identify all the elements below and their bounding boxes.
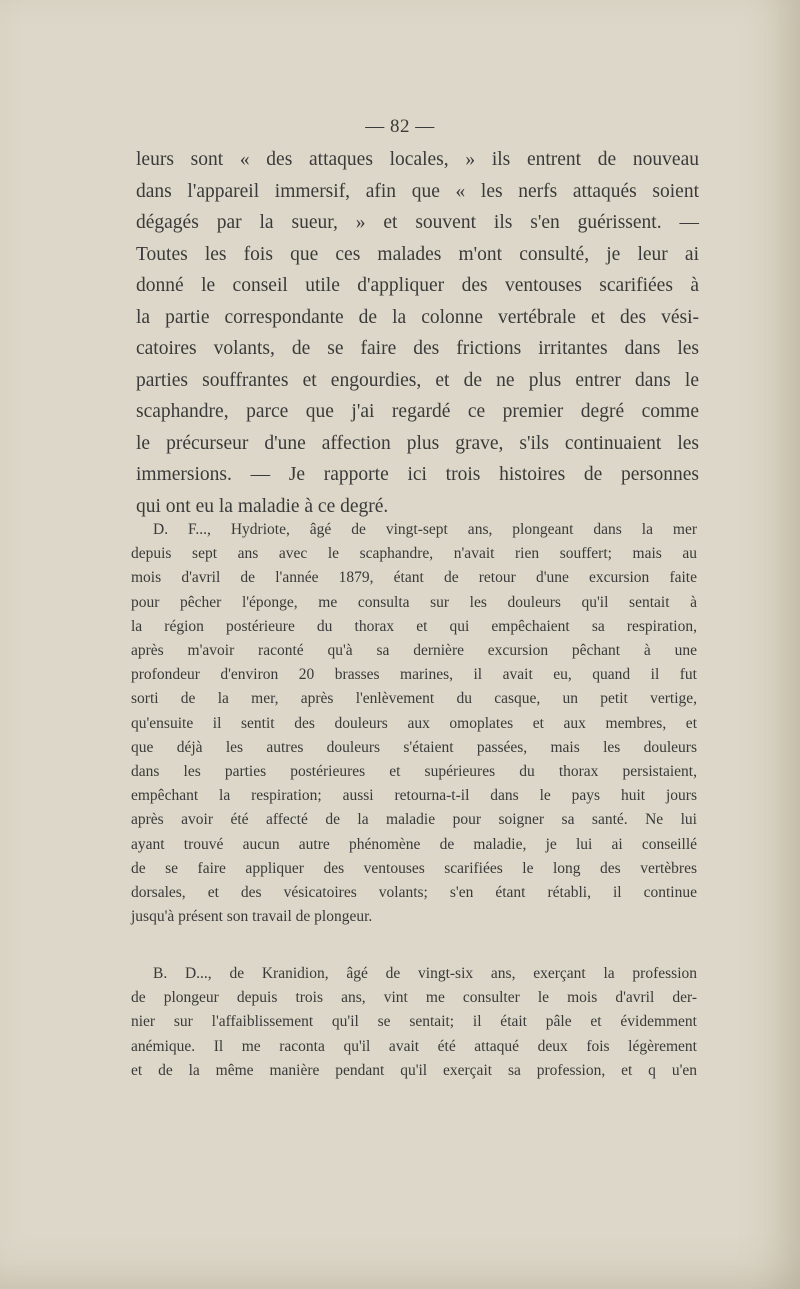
case-line: de se faire appliquer des ventouses scarifiées le long des vertèbres	[131, 859, 697, 877]
text-line: donné le conseil utile d'appliquer des ventouses scarifiées à	[136, 275, 699, 296]
case-line: sorti de la mer, après l'enlèvement du casque, un petit vertige,	[131, 690, 697, 708]
case-line: dorsales, et des vésicatoires volants; s'en étant rétabli, il continue	[131, 884, 697, 902]
case-line: mois d'avril de l'année 1879, étant de retour d'une excursion faite	[131, 569, 697, 587]
case-line: qu'ensuite il sentit des douleurs aux omoplates et aux membres, et	[131, 714, 697, 732]
case-line: dans les parties postérieures et supérieures du thorax persistaient,	[131, 763, 697, 781]
text-line: catoires volants, de se faire des frictions irritantes dans les	[136, 338, 699, 359]
text-line: dans l'appareil immersif, afin que « les nerfs attaqués soient	[136, 180, 699, 202]
case-line: depuis sept ans avec le scaphandre, n'avait rien souffert; mais au	[131, 545, 697, 563]
text-line: dégagés par la sueur, » et souvent ils s'en guérissent. —	[136, 212, 699, 233]
case-line: anémique. Il me raconta qu'il avait été attaqué deux fois légèrement	[131, 1037, 697, 1055]
case-line: après avoir été affecté de la maladie pour soigner sa santé. Ne lui	[131, 811, 697, 829]
case-line: que déjà les autres douleurs s'étaient passées, mais les douleurs	[131, 738, 697, 756]
text-line: immersions. — Je rapporte ici trois histoires de personnes	[136, 464, 699, 485]
text-line: leurs sont « des attaques locales, » ils entrent de nouveau	[136, 149, 699, 170]
case-line: jusqu'à présent son travail de plongeur.	[131, 908, 373, 926]
case-line: et de la même manière pendant qu'il exerçait sa profession, et q u'en	[131, 1061, 697, 1079]
case-line: profondeur d'environ 20 brasses marines, il avait eu, quand il fut	[131, 666, 697, 684]
case-line: ayant trouvé aucun autre phénomène de maladie, je lui ai conseillé	[131, 835, 697, 853]
main-paragraph	[136, 144, 699, 522]
case-history-1	[131, 518, 697, 929]
text-line: scaphandre, parce que j'ai regardé ce premier degré comme	[136, 401, 699, 422]
page-number: — 82 —	[365, 116, 435, 137]
case-line: nier sur l'affaiblissement qu'il se sentait; il était pâle et évidemment	[131, 1013, 697, 1031]
text-line: le précurseur d'une affection plus grave, s'ils continuaient les	[136, 432, 699, 454]
case-line: empêchant la respiration; aussi retourna-t-il dans le pays huit jours	[131, 787, 697, 805]
case-history-2	[131, 962, 697, 1083]
case-line: pour pêcher l'éponge, me consulta sur les douleurs qu'il sentait à	[131, 593, 697, 611]
text-line: la partie correspondante de la colonne vertébrale et des vési-	[136, 306, 699, 328]
text-line: qui ont eu la maladie à ce degré.	[136, 495, 389, 517]
case-line: de plongeur depuis trois ans, vint me consulter le mois d'avril der-	[131, 989, 697, 1007]
text-line: Toutes les fois que ces malades m'ont consulté, je leur ai	[136, 243, 699, 265]
case-line: B. D..., de Kranidion, âgé de vingt-six ans, exerçant la profession	[153, 965, 697, 982]
case-line: D. F..., Hydriote, âgé de vingt-sept ans, plongeant dans la mer	[153, 521, 697, 538]
text-line: parties souffrantes et engourdies, et de ne plus entrer dans le	[136, 369, 699, 391]
case-line: la région postérieure du thorax et qui empêchaient sa respiration,	[131, 617, 697, 635]
case-line: après m'avoir raconté qu'à sa dernière excursion pêchant à une	[131, 642, 697, 660]
